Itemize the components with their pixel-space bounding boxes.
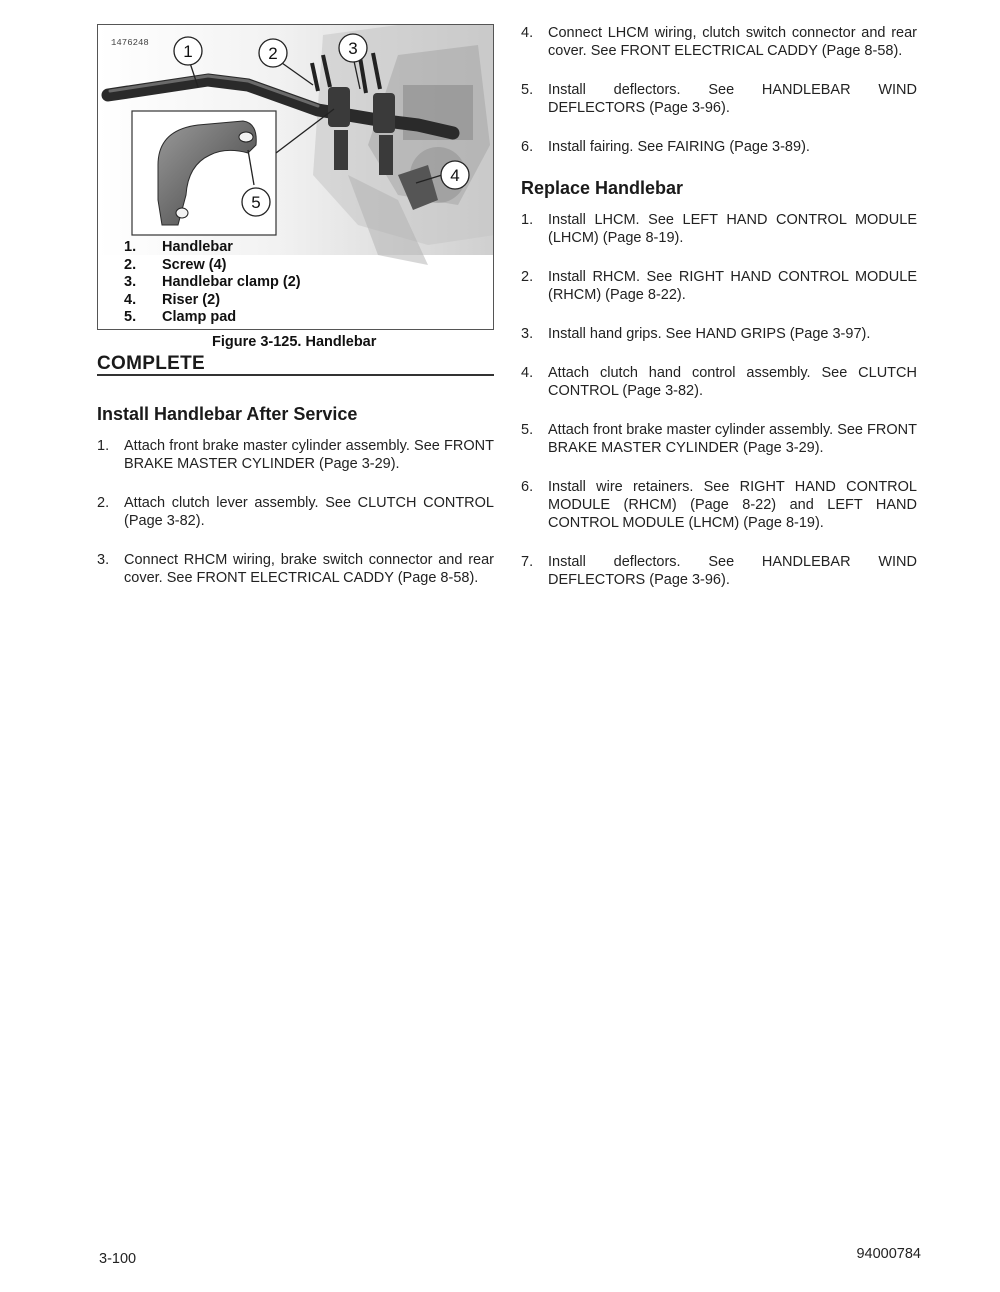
legend-label: Handlebar: [162, 239, 233, 255]
step-number: 1.: [97, 438, 110, 454]
legend-item: [124, 292, 301, 310]
step-text: Attach clutch lever assembly. See CLUTCH CONTROL (Page 3-82).: [124, 495, 494, 529]
step-text: Install hand grips. See HAND GRIPS (Page 3-97).: [548, 326, 871, 342]
callout-1: 1: [183, 42, 193, 61]
callout-3: 3: [348, 39, 358, 58]
install-steps-list: [97, 437, 494, 587]
step-number: 2.: [521, 269, 534, 285]
replace-steps-list: [521, 211, 917, 589]
step-text: Connect RHCM wiring, brake switch connector and rear cover. See FRONT ELECTRICAL CADDY (Page 8-58).: [124, 552, 494, 586]
legend-num: 5.: [124, 309, 137, 326]
legend-item: [124, 274, 301, 292]
legend-num: 4.: [124, 291, 137, 308]
document-number: 94000784: [856, 1246, 921, 1262]
list-item: [521, 325, 917, 343]
legend-label: Clamp pad: [162, 309, 237, 326]
list-item: [97, 437, 494, 473]
list-item: [521, 364, 917, 400]
legend-label: Screw (4): [162, 256, 227, 273]
step-number: 4.: [521, 365, 534, 381]
list-item: [521, 553, 917, 589]
step-text: Attach front brake master cylinder assembly. See FRONT BRAKE MASTER CYLINDER (Page 3-29).: [124, 438, 494, 472]
replace-section-title: Replace Handlebar: [521, 178, 684, 198]
legend-item: [124, 257, 301, 275]
step-text: Install LHCM. See LEFT HAND CONTROL MODULE (LHCM) (Page 8-19).: [548, 212, 917, 246]
list-item: [97, 494, 494, 530]
callout-4: 4: [450, 166, 460, 185]
list-item: [97, 551, 494, 587]
callout-5: 5: [251, 193, 261, 212]
install-section-title: Install Handlebar After Service: [97, 404, 358, 424]
list-item: [521, 138, 917, 156]
legend-num: 3.: [124, 274, 137, 291]
legend-item: [124, 239, 301, 257]
list-item: [521, 421, 917, 457]
step-number: 6.: [521, 139, 534, 155]
legend-item: [124, 309, 301, 327]
list-item: [521, 211, 917, 247]
step-text: Attach clutch hand control assembly. See CLUTCH CONTROL (Page 3-82).: [548, 365, 917, 399]
step-number: 7.: [521, 554, 534, 570]
step-number: 4.: [521, 25, 534, 41]
step-number: 1.: [521, 212, 534, 228]
legend-label: Riser (2): [162, 291, 221, 308]
step-text: Connect LHCM wiring, clutch switch connector and rear cover. See FRONT ELECTRICAL CADDY (Page 8-58).: [548, 25, 917, 59]
step-text: Attach front brake master cylinder assembly. See FRONT BRAKE MASTER CYLINDER (Page 3-29).: [548, 422, 917, 456]
figure-caption: Figure 3-125. Handlebar: [212, 334, 377, 350]
step-text: Install deflectors. See HANDLEBAR WIND DEFLECTORS (Page 3-96).: [548, 554, 917, 588]
step-number: 5.: [521, 422, 534, 438]
callout-2: 2: [268, 44, 278, 63]
list-item: [521, 268, 917, 304]
step-text: Install fairing. See FAIRING (Page 3-89).: [548, 139, 810, 155]
legend-num: 1.: [124, 239, 137, 255]
handlebar-figure: [97, 24, 494, 330]
step-number: 2.: [97, 495, 110, 511]
legend-label: Handlebar clamp (2): [162, 274, 301, 291]
list-item: [521, 81, 917, 117]
step-text: Install deflectors. See HANDLEBAR WIND DEFLECTORS (Page 3-96).: [548, 82, 917, 116]
legend-num: 2.: [124, 256, 137, 273]
complete-divider: [97, 374, 494, 376]
step-number: 5.: [521, 82, 534, 98]
step-number: 3.: [97, 552, 110, 568]
list-item: [521, 24, 917, 60]
step-number: 6.: [521, 479, 534, 495]
install-continued-list: [521, 24, 917, 156]
step-text: Install RHCM. See RIGHT HAND CONTROL MODULE (RHCM) (Page 8-22).: [548, 269, 917, 303]
step-text: Install wire retainers. See RIGHT HAND CONTROL MODULE (RHCM) (Page 8-22) and LEFT HAND CONTROL MODULE (LHCM) (Page 8-19).: [548, 479, 917, 531]
page-number: 3-100: [99, 1251, 137, 1267]
complete-heading: COMPLETE: [97, 353, 205, 374]
figure-legend: [124, 239, 301, 327]
step-number: 3.: [521, 326, 534, 342]
figure-image-id: 1476248: [111, 38, 149, 48]
list-item: [521, 478, 917, 532]
